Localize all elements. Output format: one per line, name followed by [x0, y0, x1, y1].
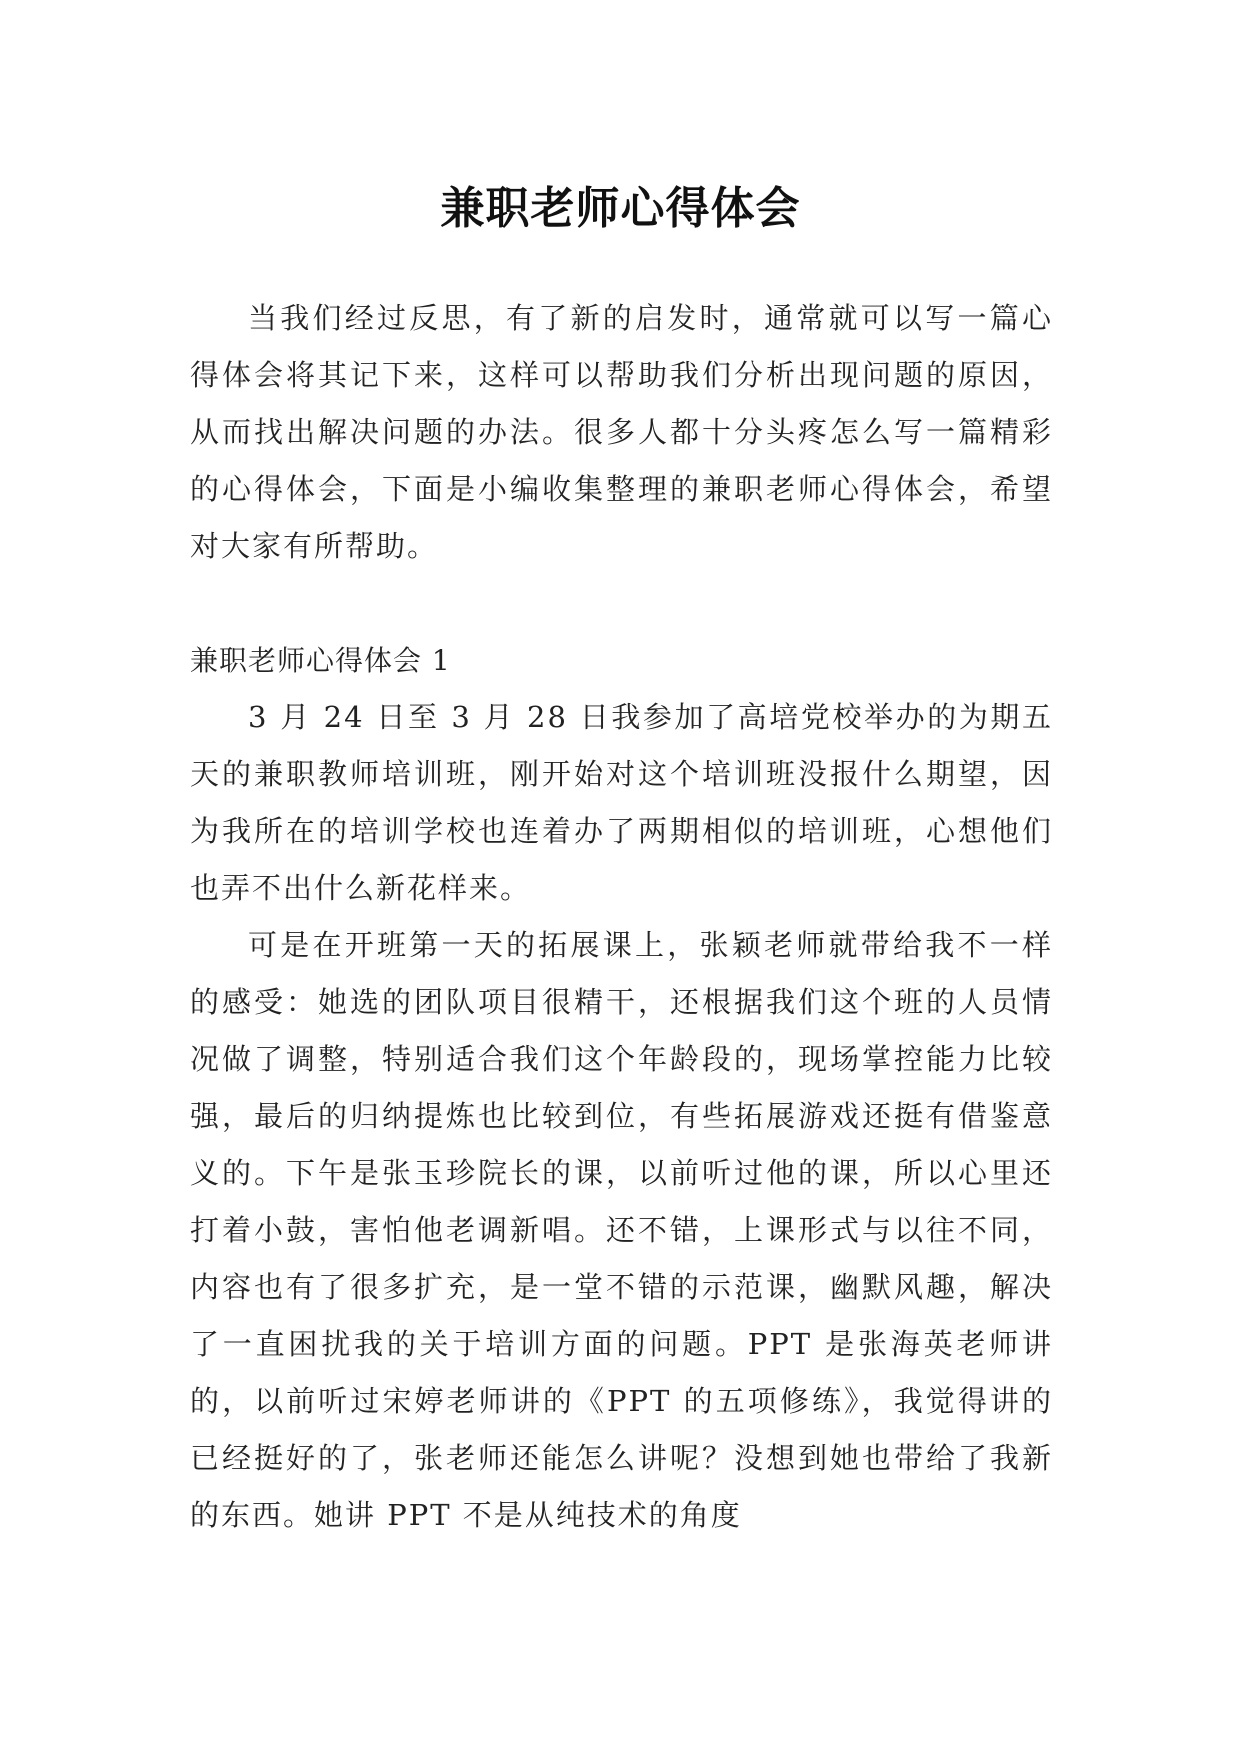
intro-paragraph: 当我们经过反思，有了新的启发时，通常就可以写一篇心得体会将其记下来，这样可以帮助我们分析出现问题的原因，从而找出解决问题的办法。很多人都十分头疼怎么写一篇精彩的心得体会，下面是小编收集整理的兼职老师心得体会，希望对大家有所帮助。	[190, 301, 1053, 563]
document-body	[190, 290, 1053, 1544]
body-paragraph: 3 月 24 日至 3 月 28 日我参加了高培党校举办的为期五天的兼职教师培训班，刚开始对这个培训班没报什么期望，因为我所在的培训学校也连着办了两期相似的培训班，心想他们也弄不出什么新花样来。	[190, 700, 1053, 905]
body-paragraph: 可是在开班第一天的拓展课上，张颖老师就带给我不一样的感受：她选的团队项目很精干，还根据我们这个班的人员情况做了调整，特别适合我们这个年龄段的，现场掌控能力比较强，最后的归纳提炼也比较到位，有些拓展游戏还挺有借鉴意义的。下午是张玉珍院长的课，以前听过他的课，所以心里还打着小鼓，害怕他老调新唱。还不错，上课形式与以往不同，内容也有了很多扩充，是一堂不错的示范课，幽默风趣，解决了一直困扰我的关于培训方面的问题。PPT 是张海英老师讲的，以前听过宋婷老师讲的《PPT 的五项修练》，我觉得讲的已经挺好的了，张老师还能怎么讲呢？没想到她也带给了我新的东西。她讲 PPT 不是从纯技术的角度	[190, 928, 1053, 1532]
document-title: 兼职老师心得体会	[440, 183, 801, 235]
section-heading: 兼职老师心得体会 1	[190, 644, 451, 677]
